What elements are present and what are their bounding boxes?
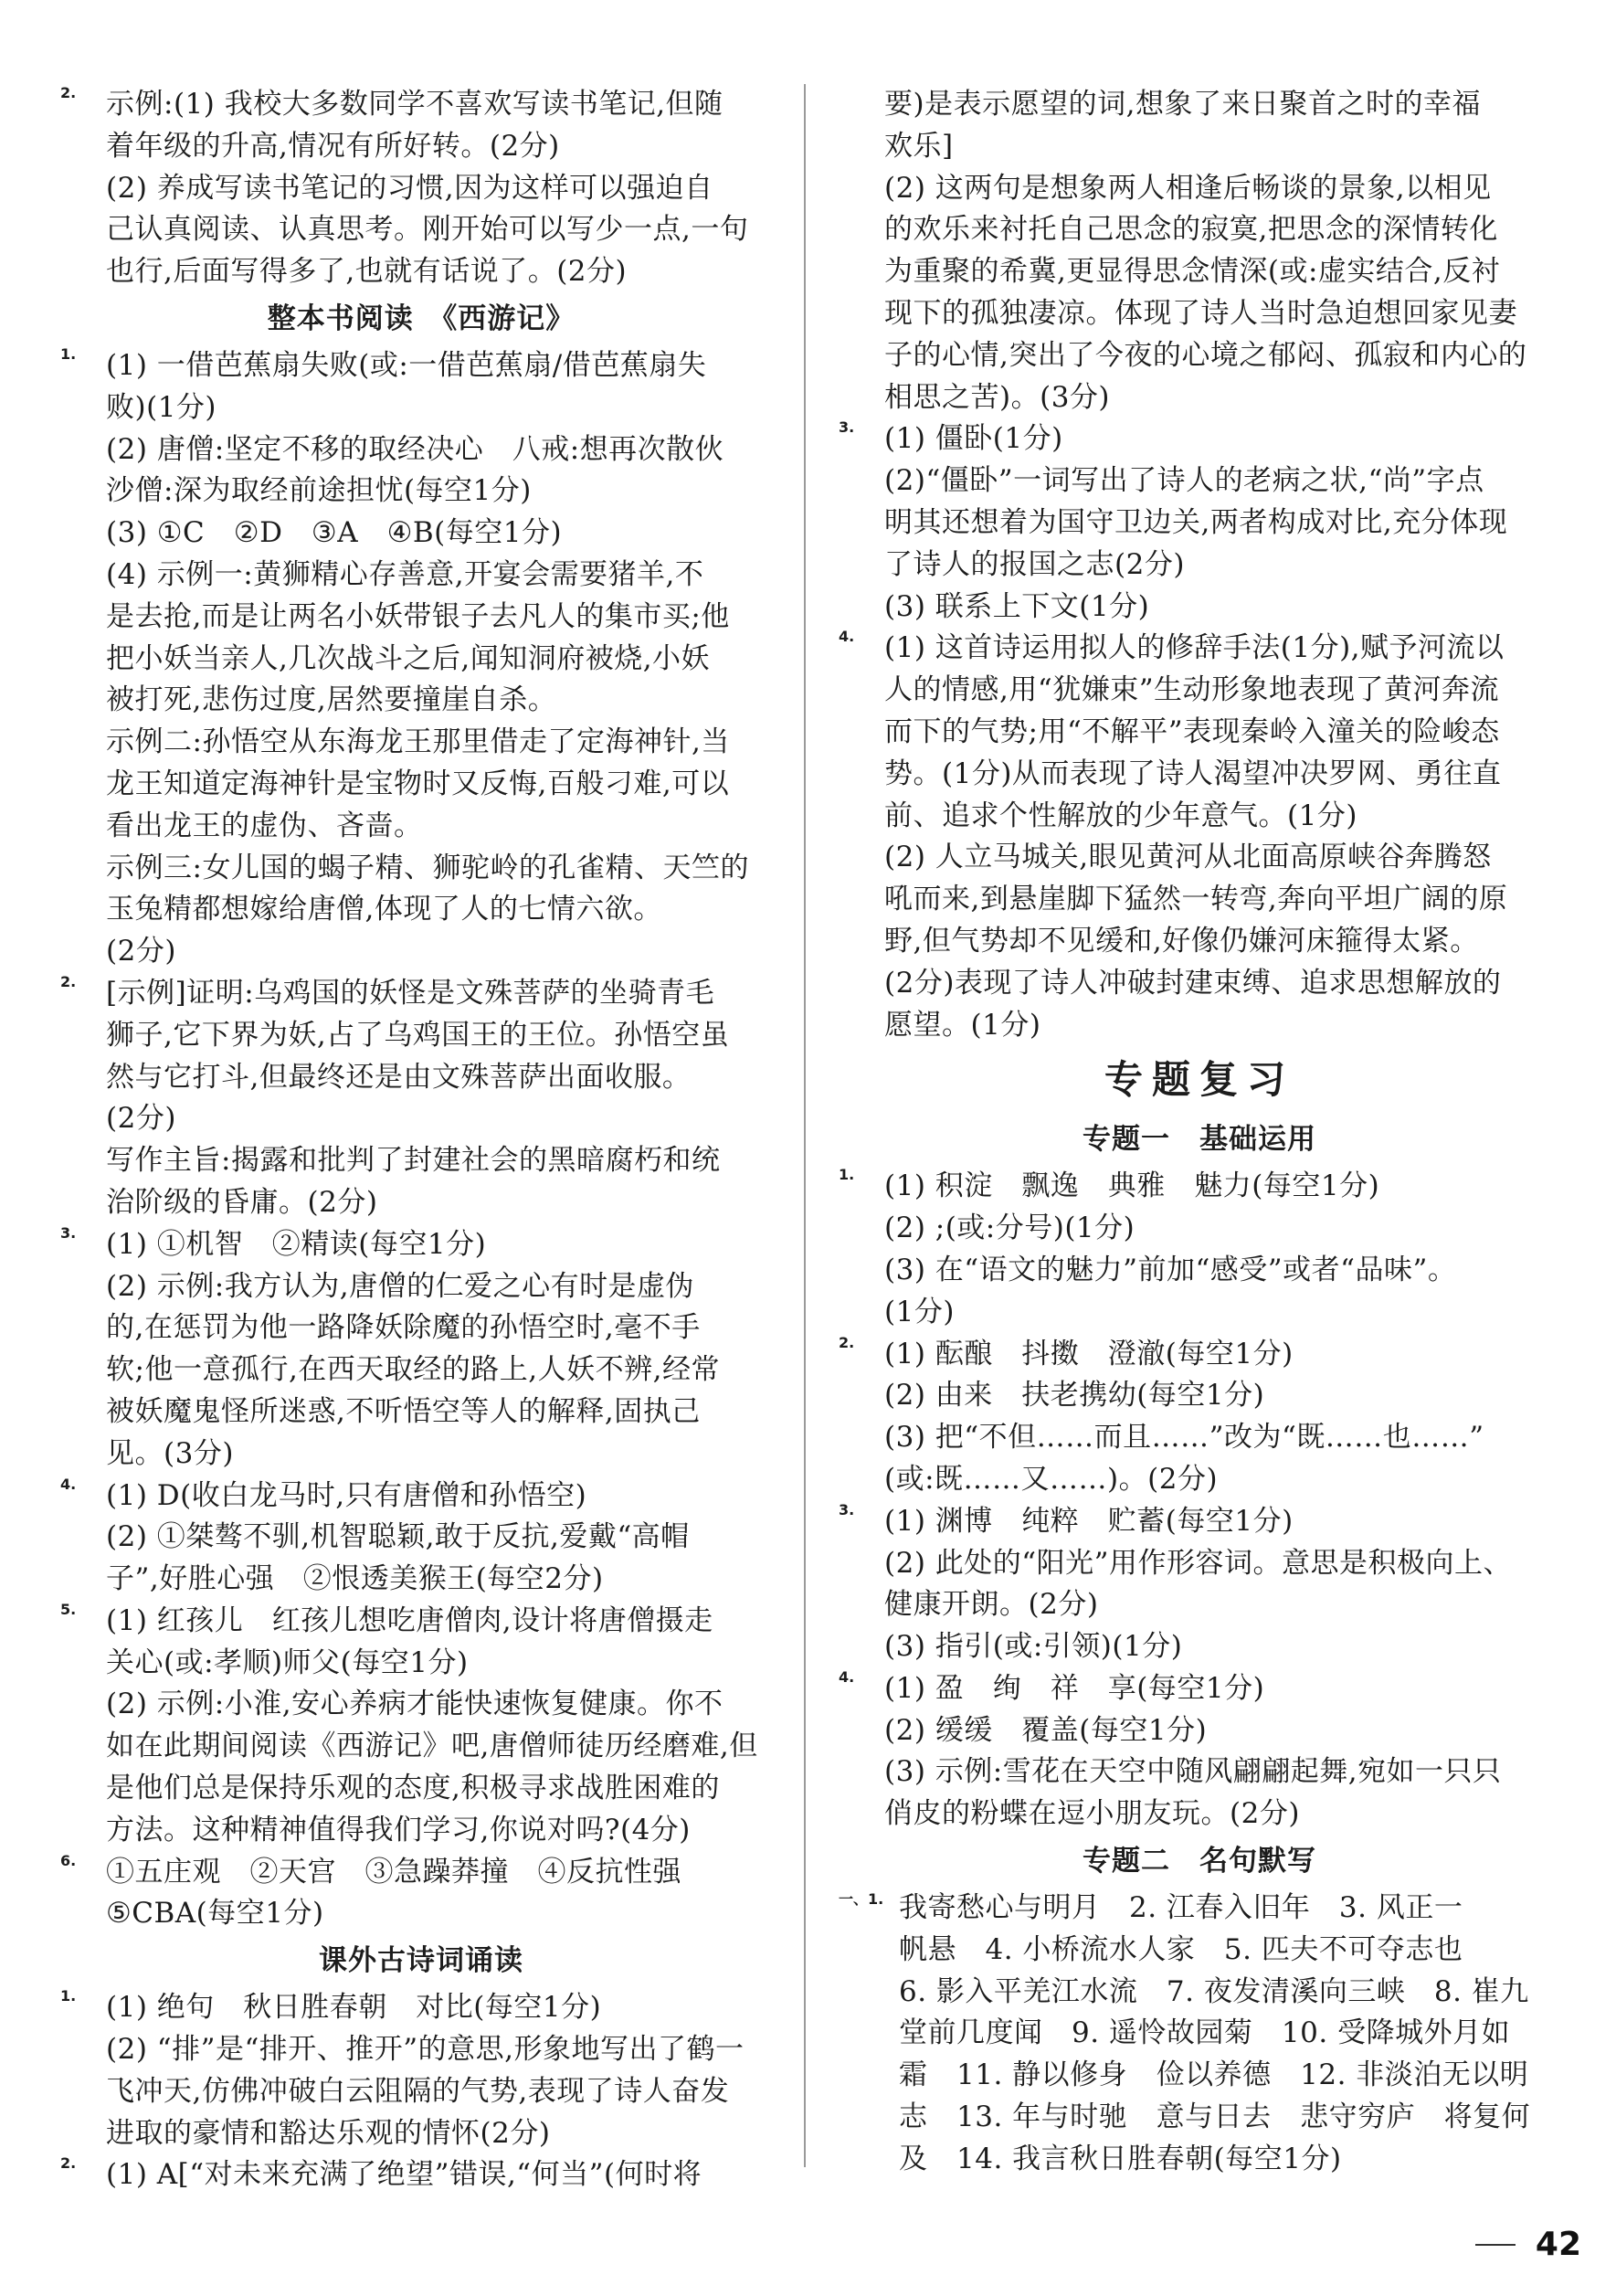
answer-line: 然与它打斗,但最终还是由文殊菩萨出面收服。	[106, 1060, 692, 1094]
answer-line: (2分)表现了诗人冲破封建束缚、追求思想解放的	[884, 966, 1502, 1000]
answer-line: (2分)	[106, 935, 176, 968]
answer-line: 治阶级的昏庸。(2分)	[106, 1185, 378, 1219]
answer-line: (2) 缓缓 覆盖(每空1分)	[884, 1713, 1208, 1747]
answer-line: 相思之苦)。(3分)	[884, 380, 1111, 414]
answer-line: (2) 示例:小淮,安心养病才能快速恢复健康。你不	[106, 1688, 724, 1721]
answer-line: (1) 绝句 秋日胜春朝 对比(每空1分)	[106, 1991, 602, 2025]
answer-line: 着年级的升高,情况有所好转。(2分)	[106, 129, 560, 163]
answer-line: 狮子,它下界为妖,占了乌鸡国王的王位。孙悟空虽	[106, 1018, 730, 1052]
answer-line: (4) 示例一:黄狮精心存善意,开宴会需要猪羊,不	[106, 557, 704, 591]
answer-line: 进取的豪情和豁达乐观的情怀(2分)	[106, 2116, 551, 2150]
answer-line: 吼而来,到悬崖脚下猛然一转弯,奔向平坦广阔的原	[884, 883, 1508, 916]
answer-line: (1) 红孩儿 红孩儿想吃唐僧肉,设计将唐僧摄走	[106, 1603, 713, 1637]
answer-continuation	[839, 84, 1560, 418]
answer-item	[839, 1501, 1560, 1668]
answer-line: 把小妖当亲人,几次战斗之后,闻知洞府被烧,小妖	[106, 641, 711, 675]
answer-line: (1) 酝酿 抖擞 澄澈(每空1分)	[884, 1337, 1294, 1370]
answer-line: (1) 这首诗运用拟人的修辞手法(1分),赋予河流以	[884, 631, 1505, 665]
item-number: 1.	[60, 1987, 77, 2005]
answer-line: 飞冲天,仿佛冲破白云阻隔的气势,表现了诗人奋发	[106, 2074, 730, 2108]
item-number: 4.	[60, 1475, 77, 1493]
answer-item	[839, 628, 1560, 1046]
answer-line: (2分)	[106, 1102, 176, 1136]
page-footer	[1475, 2226, 1581, 2263]
answer-line: 示例:(1) 我校大多数同学不喜欢写读书笔记,但随	[106, 88, 724, 121]
answer-item	[60, 2154, 782, 2196]
answer-line: 野,但气势却不见缓和,好像仍嫌河床箍得太紧。	[884, 924, 1479, 958]
answer-line: 为重聚的希冀,更显得思念情深(或:虚实结合,反衬	[884, 255, 1501, 289]
item-number: 3.	[839, 1500, 855, 1518]
answer-line: 我寄愁心与明月 2. 江春入旧年 3. 风正一	[899, 1891, 1463, 1925]
answer-line: 及 14. 我言秋日胜春朝(每空1分)	[899, 2142, 1342, 2175]
answer-line: (2) 由来 扶老携幼(每空1分)	[884, 1379, 1265, 1413]
answer-line: 霜 11. 静以修身 俭以养德 12. 非淡泊无以明	[899, 2058, 1529, 2092]
answer-line: (1) A[“对未来充满了绝望”错误,“何当”(何时将	[106, 2158, 702, 2192]
answer-line: (1) D(收白龙马时,只有唐僧和孙悟空)	[106, 1478, 587, 1512]
answer-line: 玉兔精都想嫁给唐僧,体现了人的七情六欲。	[106, 893, 662, 926]
answer-line: 示例二:孙悟空从东海龙王那里借走了定海神针,当	[106, 725, 730, 759]
answer-line: 志 13. 年与时驰 意与日去 悲守穷庐 将复何	[899, 2100, 1531, 2134]
column-divider	[804, 84, 806, 2167]
answer-line: 愿望。(1分)	[884, 1008, 1041, 1042]
answer-line: (2) 养成写读书笔记的习惯,因为这样可以强迫自	[106, 171, 713, 205]
answer-line: 要)是表示愿望的词,想象了来日聚首之时的幸福	[884, 88, 1481, 121]
answer-line: 己认真阅读、认真思考。刚开始可以写少一点,一句	[106, 213, 749, 247]
item-number: 2.	[60, 84, 77, 101]
footer-rule	[1475, 2244, 1516, 2246]
answer-item	[60, 1601, 782, 1852]
answer-line: 方法。这种精神值得我们学习,你说对吗?(4分)	[106, 1813, 691, 1846]
answer-line: 子的心情,突出了今夜的心境之郁闷、孤寂和内心的	[884, 338, 1527, 372]
answer-line: 人的情感,用“犹嫌束”生动形象地表现了黄河奔流	[884, 673, 1500, 707]
answer-line: [示例]证明:乌鸡国的妖怪是文殊菩萨的坐骑青毛	[106, 976, 715, 1010]
section-heading-topic2: 专题二 名句默写	[1083, 1845, 1316, 1878]
answer-line: 了诗人的报国之志(2分)	[884, 547, 1185, 581]
section-heading-xiyouji: 整本书阅读 《西游记》	[267, 302, 576, 335]
item-number: 2.	[60, 972, 77, 990]
answer-line: (1) 渊博 纯粹 贮蓄(每空1分)	[884, 1504, 1294, 1538]
answer-line: (1分)	[884, 1295, 955, 1328]
answer-line: 的,在惩罚为他一路降妖除魔的孙悟空时,毫不手	[106, 1311, 701, 1345]
answer-line: (3) 在“语文的魅力”前加“感受”或者“品味”。	[884, 1253, 1457, 1286]
answer-line: 龙王知道定海神针是宝物时又反悔,百般刁难,可以	[106, 767, 730, 800]
item-number: 3.	[839, 418, 855, 437]
answer-item	[839, 1334, 1560, 1501]
section-heading-review: 专题复习	[1104, 1057, 1294, 1103]
answer-line: (2) 此处的“阳光”用作形容词。意思是积极向上、	[884, 1546, 1512, 1580]
answer-line: (1) ①机智 ②精读(每空1分)	[106, 1227, 487, 1261]
page-number: 42	[1535, 2226, 1581, 2263]
item-number: 一、1.	[839, 1890, 884, 1909]
answer-item	[839, 1668, 1560, 1836]
answer-line: (3) 联系上下文(1分)	[884, 589, 1150, 623]
answer-line: 俏皮的粉蝶在逗小朋友玩。(2分)	[884, 1797, 1300, 1831]
answer-line: 堂前几度闻 9. 遥怜故园菊 10. 受降城外月如	[899, 2016, 1511, 2050]
answer-line: (2) “排”是“排开、推开”的意思,形象地写出了鹤一	[106, 2033, 745, 2067]
answer-line: (3) 把“不但……而且……”改为“既……也……”	[884, 1421, 1484, 1455]
answer-item	[60, 84, 782, 293]
answer-line: 是他们总是保持乐观的态度,积极寻求战胜困难的	[106, 1772, 720, 1805]
answer-line: (或:既……又……)。(2分)	[884, 1462, 1219, 1496]
answer-line: ①五庄观 ②天宫 ③急躁莽撞 ④反抗性强	[106, 1855, 681, 1889]
answer-item	[839, 1166, 1560, 1333]
answer-line: (1) 盈 绚 祥 享(每空1分)	[884, 1671, 1265, 1705]
item-number: 4.	[839, 628, 855, 646]
answer-line: 帆悬 4. 小桥流水人家 5. 匹夫不可夺志也	[899, 1932, 1463, 1966]
answer-line: 的欢乐来衬托自己思念的寂寞,把思念的深情转化	[884, 213, 1498, 247]
answer-item	[60, 1476, 782, 1601]
item-number: 1.	[839, 1166, 855, 1184]
answer-line: 被打死,悲伤过度,居然要撞崖自杀。	[106, 683, 557, 717]
answer-line: (3) 示例:雪花在天空中随风翩翩起舞,宛如一只只	[884, 1755, 1502, 1789]
answer-line: (1) 积淀 飘逸 典雅 魅力(每空1分)	[884, 1169, 1380, 1203]
answer-item	[60, 1852, 782, 1936]
answer-line: (3) 指引(或:引领)(1分)	[884, 1630, 1183, 1664]
answer-item	[839, 418, 1560, 628]
item-number: 3.	[60, 1223, 77, 1242]
left-column	[60, 84, 782, 2196]
answer-line: (1) 一借芭蕉扇失败(或:一借芭蕉扇/借芭蕉扇失	[106, 348, 707, 382]
answer-line: 示例三:女儿国的蝎子精、狮驼岭的孔雀精、天竺的	[106, 851, 749, 884]
answer-line: (3) ①C ②D ③A ④B(每空1分)	[106, 516, 563, 550]
answer-line: 看出龙王的虚伪、吝啬。	[106, 809, 423, 842]
item-number: 6.	[60, 1851, 77, 1869]
answer-line: 明其还想着为国守卫边关,两者构成对比,充分体现	[884, 505, 1508, 539]
answer-item	[60, 345, 782, 973]
answer-line: 败)(1分)	[106, 390, 217, 424]
answer-line: 子”,好胜心强 ②恨透美猴王(每空2分)	[106, 1562, 604, 1596]
answer-item	[60, 1987, 782, 2154]
answer-line: 写作主旨:揭露和批判了封建社会的黑暗腐朽和统	[106, 1144, 721, 1178]
answer-line: 现下的孤独凄凉。体现了诗人当时急迫想回家见妻	[884, 296, 1517, 330]
section-heading-poetry: 课外古诗词诵读	[319, 1944, 523, 1978]
answer-line: 健康开朗。(2分)	[884, 1588, 1099, 1622]
item-number: 1.	[60, 344, 77, 363]
answer-line: 前、追求个性解放的少年意气。(1分)	[884, 799, 1357, 832]
answer-line: 沙僧:深为取经前途担忧(每空1分)	[106, 474, 532, 508]
answer-line: 如在此期间阅读《西游记》吧,唐僧师徒历经磨难,但	[106, 1730, 758, 1763]
answer-line: 关心(或:孝顺)师父(每空1分)	[106, 1645, 469, 1679]
answer-line: 见。(3分)	[106, 1436, 234, 1470]
answer-line: 欢乐]	[884, 129, 954, 163]
answer-line: 6. 影入平羌江水流 7. 夜发清溪向三峡 8. 崔九	[899, 1974, 1529, 2008]
answer-line: (2) 这两句是想象两人相逢后畅谈的景象,以相见	[884, 171, 1492, 205]
answer-line: 而下的气势;用“不解平”表现秦岭入潼关的险峻态	[884, 714, 1500, 748]
answer-line: 被妖魔鬼怪所迷惑,不听悟空等人的解释,固执己	[106, 1394, 701, 1428]
answer-line: (2) ;(或:分号)(1分)	[884, 1211, 1135, 1245]
answer-line: (2) 示例:我方认为,唐僧的仁爱之心有时是虚伪	[106, 1269, 695, 1303]
item-number: 5.	[60, 1600, 77, 1618]
answer-item	[60, 1224, 782, 1476]
answer-item	[839, 1888, 1560, 2181]
answer-line: 也行,后面写得多了,也就有话说了。(2分)	[106, 255, 628, 289]
answer-line: 势。(1分)从而表现了诗人渴望冲决罗网、勇往直	[884, 757, 1502, 790]
answer-line: (2) ①桀骜不驯,机智聪颖,敢于反抗,爱戴“高帽	[106, 1520, 690, 1554]
answer-line: ⑤CBA(每空1分)	[106, 1897, 324, 1931]
answer-line: (1) 僵卧(1分)	[884, 422, 1063, 456]
answer-line: (2) 唐僧:坚定不移的取经决心 八戒:想再次散伙	[106, 432, 724, 466]
answer-line: (2) 人立马城关,眼见黄河从北面高原峡谷奔腾怒	[884, 841, 1492, 874]
right-column	[839, 84, 1560, 2181]
item-number: 2.	[60, 2154, 77, 2173]
answer-line: (2)“僵卧”一词写出了诗人的老病之状,“尚”字点	[884, 464, 1484, 498]
item-number: 2.	[839, 1333, 855, 1351]
answer-line: 是去抢,而是让两名小妖带银子去凡人的集市买;他	[106, 599, 730, 633]
answer-line: 软;他一意孤行,在西天取经的路上,人妖不辨,经常	[106, 1353, 721, 1387]
item-number: 4.	[839, 1667, 855, 1686]
answer-item	[60, 973, 782, 1224]
section-heading-topic1: 专题一 基础运用	[1083, 1123, 1316, 1157]
